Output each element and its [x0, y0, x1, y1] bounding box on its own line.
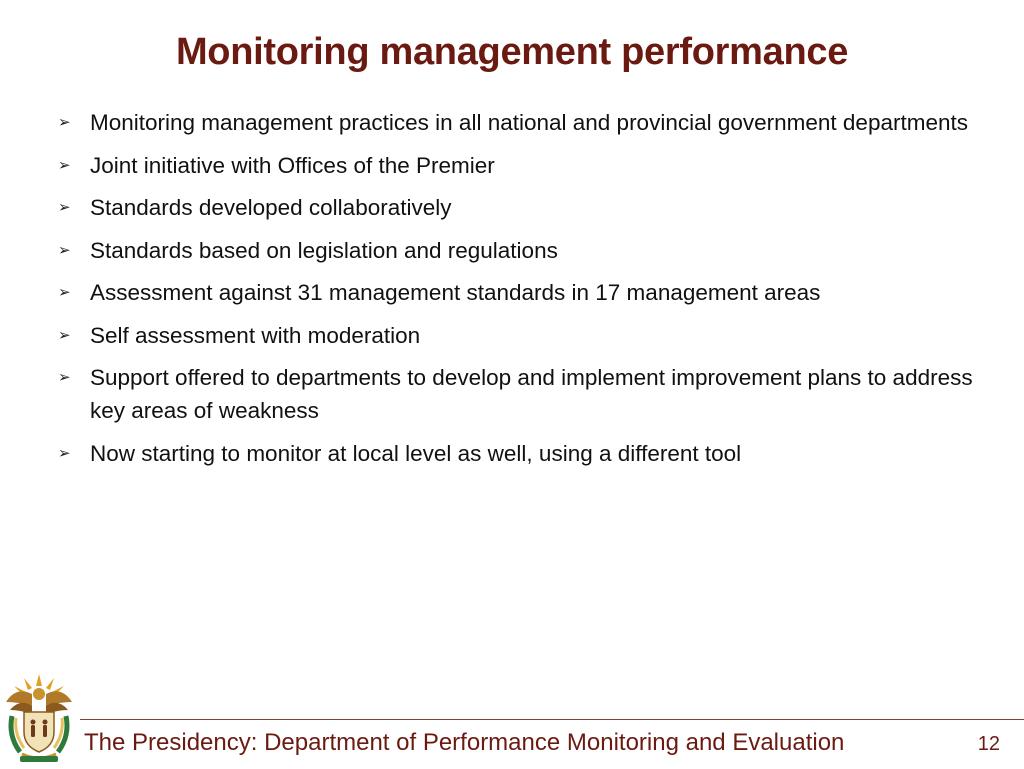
- list-item: [52, 191, 982, 224]
- bullet-text: Standards based on legislation and regulations: [90, 237, 558, 263]
- bullet-list: [52, 106, 982, 479]
- list-item: [52, 234, 982, 267]
- list-item: [52, 106, 982, 139]
- footer-organization: The Presidency: Department of Performance Monitoring and Evaluation: [84, 729, 845, 756]
- page-number: 12: [977, 733, 1000, 755]
- bullet-text: Standards developed collaboratively: [90, 195, 452, 220]
- bullet-text: Self assessment with moderation: [90, 322, 421, 348]
- bullet-text: Now starting to monitor at local level as well, using a different tool: [90, 440, 742, 466]
- arrow-bullet-icon: ➢: [58, 156, 71, 174]
- arrow-bullet-icon: ➢: [58, 326, 71, 344]
- list-item: [52, 437, 982, 470]
- coat-of-arms-graphic: [2, 672, 76, 764]
- arrow-bullet-icon: ➢: [58, 241, 71, 259]
- bullet-text: Support offered to departments to develop and implement improvement plans to address key areas of weakness: [90, 365, 973, 423]
- arrow-bullet-icon: ➢: [58, 199, 71, 216]
- coat-of-arms-icon: [2, 672, 76, 764]
- list-item: [52, 149, 982, 182]
- arrow-bullet-icon: ➢: [58, 114, 71, 131]
- list-item: [52, 319, 982, 352]
- slide-title: Monitoring management performance: [175, 31, 849, 73]
- arrow-bullet-icon: ➢: [58, 284, 71, 301]
- bullet-text: Joint initiative with Offices of the Premier: [90, 152, 495, 178]
- bullet-text: Monitoring management practices in all national and provincial government departments: [90, 110, 968, 135]
- bullet-text: Assessment against 31 management standards in 17 management areas: [90, 280, 821, 305]
- arrow-bullet-icon: ➢: [58, 369, 71, 386]
- list-item: [52, 276, 982, 309]
- footer-divider: [80, 719, 1024, 720]
- list-item: [52, 361, 982, 427]
- arrow-bullet-icon: ➢: [58, 444, 71, 462]
